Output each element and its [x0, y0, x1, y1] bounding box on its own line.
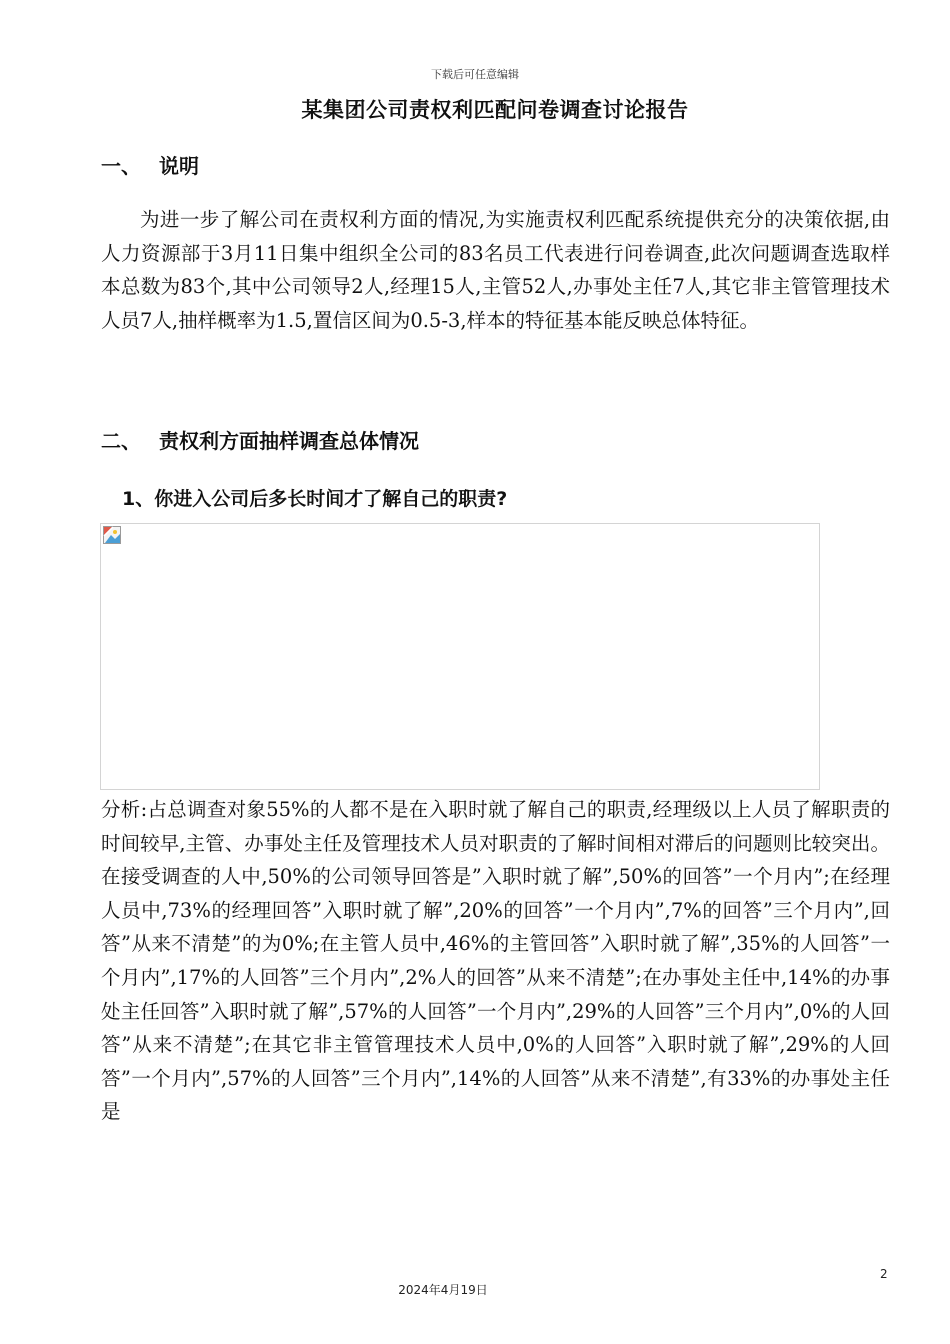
- broken-image-icon: [103, 526, 121, 544]
- section-2-number: 二、: [101, 429, 141, 453]
- section-1-paragraph: 为进一步了解公司在责权利方面的情况,为实施责权利匹配系统提供充分的决策依据,由人力资源部于3月11日集中组织全公司的83名员工代表进行问卷调查,此次问题调查选取样本总数为83个,其中公司领导2人,经理15人,主管52人,办事处主任7人,其它非主管管理技术人员7人,抽样概率为1.5,置信区间为0.5-3,样本的特征基本能反映总体特征。: [101, 208, 890, 332]
- analysis-paragraph: 分析:占总调查对象55%的人都不是在入职时就了解自己的职责,经理级以上人员了解职责的时间较早,主管、办事处主任及管理技术人员对职责的了解时间相对滞后的问题则比较突出。在接受调查的人中,50%的公司领导回答是”入职时就了解”,50%的回答”一个月内”;在经理人员中,73%的经理回答”入职时就了解”,20%的回答”一个月内”,7%的回答”三个月内”,回答”从来不清楚”的为0%;在主管人员中,46%的主管回答”入职时就了解”,35%的人回答”一个月内”,17%的人回答”三个月内”,2%人的回答”从来不清楚”;在办事处主任中,14%的办事处主任回答”入职时就了解”,57%的人回答”一个月内”,29%的人回答”三个月内”,0%的人回答”从来不清楚”;在其它非主管管理技术人员中,0%的人回答”入职时就了解”,29%的人回答”一个月内”,57%的人回答”三个月内”,14%的人回答”从来不清楚”,有33%的办事处主任是: [101, 798, 890, 1124]
- chart-image-placeholder: [100, 523, 820, 790]
- section-2-title: 责权利方面抽样调查总体情况: [159, 429, 419, 453]
- section-1-heading: [101, 150, 199, 179]
- section-1-title: 说明: [159, 154, 199, 178]
- question-1-heading: 1、你进入公司后多长时间才了解自己的职责?: [122, 488, 508, 510]
- footer-date: 2024年4月19日: [398, 1283, 488, 1297]
- section-2-heading: [101, 425, 419, 454]
- header-note: 下载后可任意编辑: [431, 68, 519, 81]
- section-1-number: 一、: [101, 154, 141, 178]
- document-title: 某集团公司责权利匹配问卷调查讨论报告: [301, 98, 689, 122]
- page-number: 2: [880, 1267, 888, 1281]
